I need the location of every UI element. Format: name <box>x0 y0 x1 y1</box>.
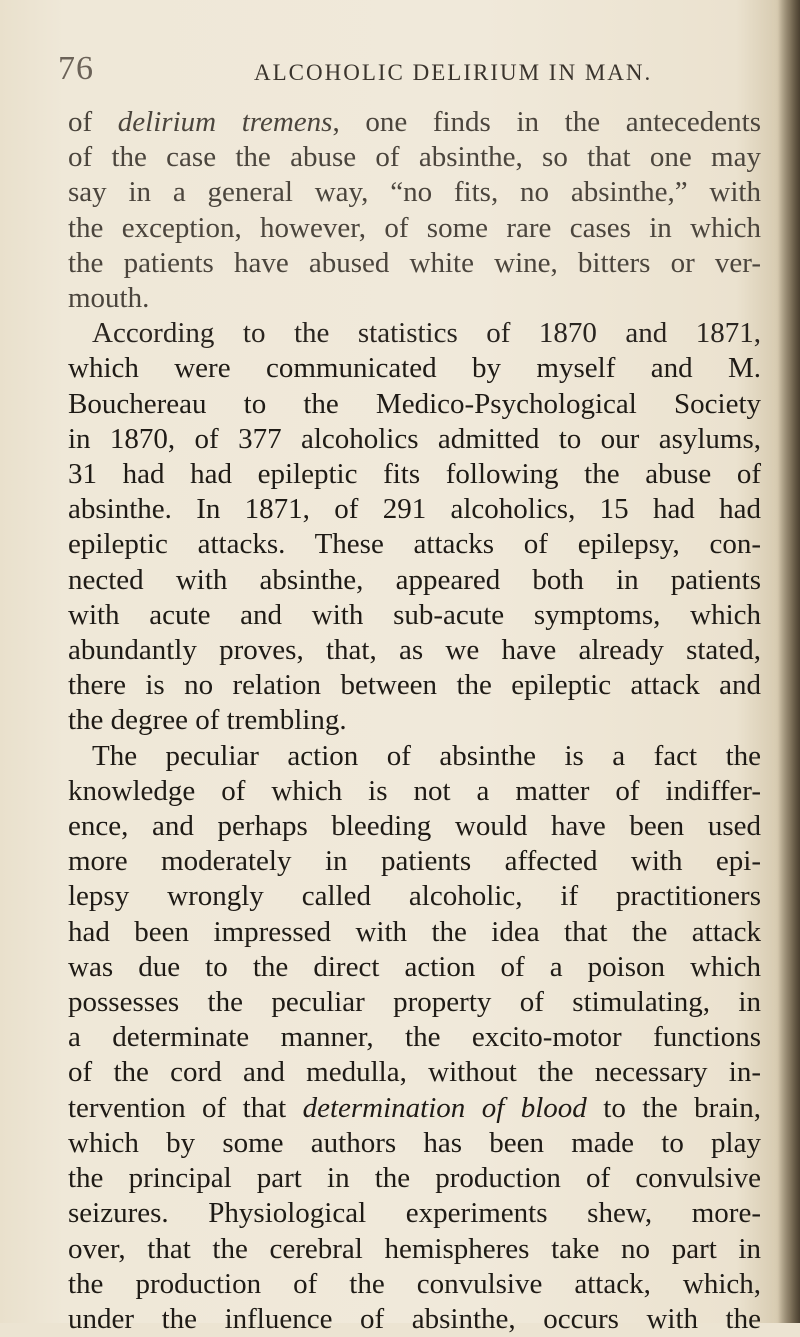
text-line: Bouchereau to the Medico-Psychological Society <box>68 387 761 420</box>
text-line: which by some authors has been made to play <box>68 1126 761 1159</box>
emphasis: delirium tremens <box>117 106 333 138</box>
text-line: tervention of that determination of blood to the brain, <box>68 1091 761 1124</box>
text-line: the principal part in the production of convulsive <box>68 1162 761 1195</box>
body-text <box>68 105 761 1337</box>
running-title: ALCOHOLIC DELIRIUM IN MAN. <box>254 60 653 85</box>
text-line: of the case the abuse of absinthe, so that one may <box>68 141 761 174</box>
text-line: nected with absinthe, appeared both in patients <box>68 563 761 596</box>
text-line: of the cord and medulla, without the necessary in- <box>68 1056 761 1089</box>
text-line: had been impressed with the idea that the attack <box>68 915 761 948</box>
text-line: of delirium tremens, one finds in the antecedents <box>68 106 761 138</box>
text-line: the degree of trembling. <box>68 704 347 737</box>
text-line: abundantly proves, that, as we have already stated, <box>68 634 761 667</box>
text-line: say in a general way, “no fits, no absinthe,” with <box>68 176 761 209</box>
text-line: 31 had had epileptic fits following the abuse of <box>68 458 761 491</box>
text-line: the exception, however, of some rare cases in which <box>68 211 761 244</box>
page-edge-shadow <box>778 0 800 1323</box>
page-number: 76 <box>58 50 94 87</box>
text-line: under the influence of absinthe, occurs with the <box>68 1302 761 1335</box>
text-line: the production of the convulsive attack, which, <box>68 1267 761 1300</box>
text-line: absinthe. In 1871, of 291 alcoholics, 15 had had <box>68 493 761 526</box>
text-line: more moderately in patients affected with epi- <box>68 845 761 878</box>
text-line: ence, and perhaps bleeding would have been used <box>68 810 761 843</box>
text-line: lepsy wrongly called alcoholic, if practitioners <box>68 880 761 913</box>
text-line: there is no relation between the epileptic attack and <box>68 669 761 702</box>
text-line: epileptic attacks. These attacks of epilepsy, con- <box>68 528 761 561</box>
text-line: seizures. Physiological experiments shew, more- <box>68 1197 761 1230</box>
text-line: which were communicated by myself and M. <box>68 352 761 385</box>
text-line: possesses the peculiar property of stimulating, in <box>68 986 761 1019</box>
text-line: mouth. <box>68 282 150 315</box>
text-line: the patients have abused white wine, bitters or ver- <box>68 246 761 279</box>
emphasis: determination of blood <box>302 1091 587 1124</box>
text-line: over, that the cerebral hemispheres take no part in <box>68 1232 761 1265</box>
text-line: a determinate manner, the excito-motor functions <box>68 1021 761 1054</box>
text-line: was due to the direct action of a poison which <box>68 950 761 983</box>
text-line: in 1870, of 377 alcoholics admitted to our asylums, <box>68 422 761 455</box>
text-line: knowledge of which is not a matter of indiffer- <box>68 774 761 807</box>
paragraph-start-line: The peculiar action of absinthe is a fact the <box>92 739 761 772</box>
text-line: with acute and with sub-acute symptoms, which <box>68 598 761 631</box>
running-head <box>58 50 758 90</box>
paragraph-start-line: According to the statistics of 1870 and 1871, <box>92 317 761 350</box>
